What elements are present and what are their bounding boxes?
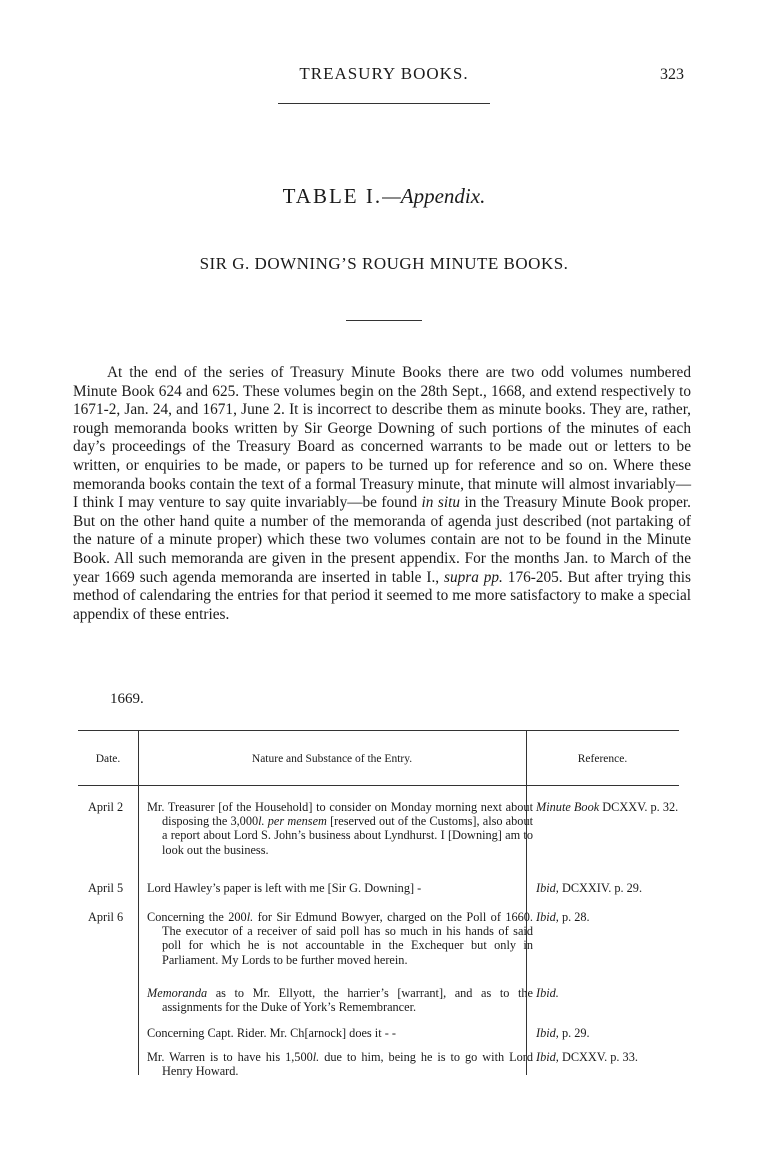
entry-nature: Mr. Warren is to have his 1,500l. due to him, being he is to go with Lord Henry Howard. [147, 1050, 533, 1079]
entry-reference: Minute Book DCXXV. p. 32. [536, 800, 679, 814]
entry-nature: Concerning Capt. Rider. Mr. Ch[arnock] does it - - [147, 1026, 396, 1040]
table-title [0, 184, 768, 209]
table-subtitle: —Appendix. [382, 184, 486, 208]
section-title: SIR G. DOWNING’S ROUGH MINUTE BOOKS. [199, 254, 569, 273]
entry-date: April 5 [88, 881, 124, 895]
entry-reference: Ibid, DCXXV. p. 33. [536, 1050, 638, 1064]
entry-reference: Ibid. [536, 986, 559, 1000]
column-divider-1 [138, 730, 139, 1075]
entry-nature: Mr. Treasurer [of the Household] to consider on Monday morning next about disposing the 3,000l. per mensem [reserved out of the Customs], also about a report about Lord S. John’s business about Lyndhurst. I [Downing] am to look out the business. [147, 800, 534, 857]
column-divider-2 [526, 730, 527, 1075]
entry-nature: Memoranda as to Mr. Ellyott, the harrier’s [warrant], and as to the assignments for the Duke of York’s Remembrancer. [147, 986, 533, 1015]
column-header-reference: Reference. [577, 753, 628, 765]
year-label: 1669. [110, 691, 144, 707]
page-number: 323 [660, 66, 684, 83]
table-top-rule [78, 730, 679, 731]
intro-italic-2: supra pp. [444, 568, 503, 586]
entry-table [78, 730, 679, 1079]
table-header-rule [78, 785, 679, 786]
entry-reference: Ibid, p. 28. [536, 910, 590, 924]
intro-text-1: At the end of the series of Treasury Minute Books there are two odd volumes numbered Minute Book 624 and 625. These volumes begin on the 28th Sept., 1668, and extend respectively to 1671-2, Jan. 24, and 1671, June 2. It is incorrect to describe them as minute books. They are, rather, rough memoranda books written by Sir George Downing of such portions of the minutes of each day’s proceedings of the Treasury Board as concerned warrants to be made out or letters to be written, or enquiries to be made, or papers to be turned up for reference and so on. Where these memoranda books contain the text of a formal Treasury minute, that minute will almost invariably—I think I may venture to say quite invariably—be found [73, 364, 691, 512]
entry-reference: Ibid, DCXXIV. p. 29. [536, 881, 643, 895]
table-label: TABLE I. [282, 184, 383, 208]
column-header-date: Date. [95, 753, 121, 765]
intro-paragraph [73, 364, 691, 624]
section-rule [346, 320, 422, 321]
intro-text-3: 176-205. But after trying this method of calendaring the entries for that period it seemed to me more satisfactory to make a special appendix of these entries. [73, 568, 691, 623]
entry-reference: Ibid, p. 29. [536, 1026, 590, 1040]
intro-text-2: in the Treasury Minute Book proper. But on the other hand quite a number of the memoranda of agenda just described (not partaking of the nature of a minute proper) which these two volumes contain are not to be found in the Minute Book. All such memoranda are given in the present appendix. For the months Jan. to March of the year 1669 such agenda memoranda are inserted in table I., [73, 494, 692, 586]
entry-nature: Lord Hawley’s paper is left with me [Sir G. Downing] - [147, 881, 422, 895]
intro-italic-1: in situ [421, 494, 460, 512]
entry-date: April 2 [88, 800, 124, 814]
header-rule [278, 103, 490, 104]
column-header-nature: Nature and Substance of the Entry. [251, 753, 413, 765]
entry-nature: Concerning the 200l. for Sir Edmund Bowyer, charged on the Poll of 1660. The executor of a receiver of said poll has so much in his hands of said poll for which he is not accountable in the Exchequer but only in Parliament. My Lords to be further moved herein. [147, 910, 533, 967]
running-title: TREASURY BOOKS. [299, 64, 469, 83]
entry-date: April 6 [88, 910, 124, 924]
